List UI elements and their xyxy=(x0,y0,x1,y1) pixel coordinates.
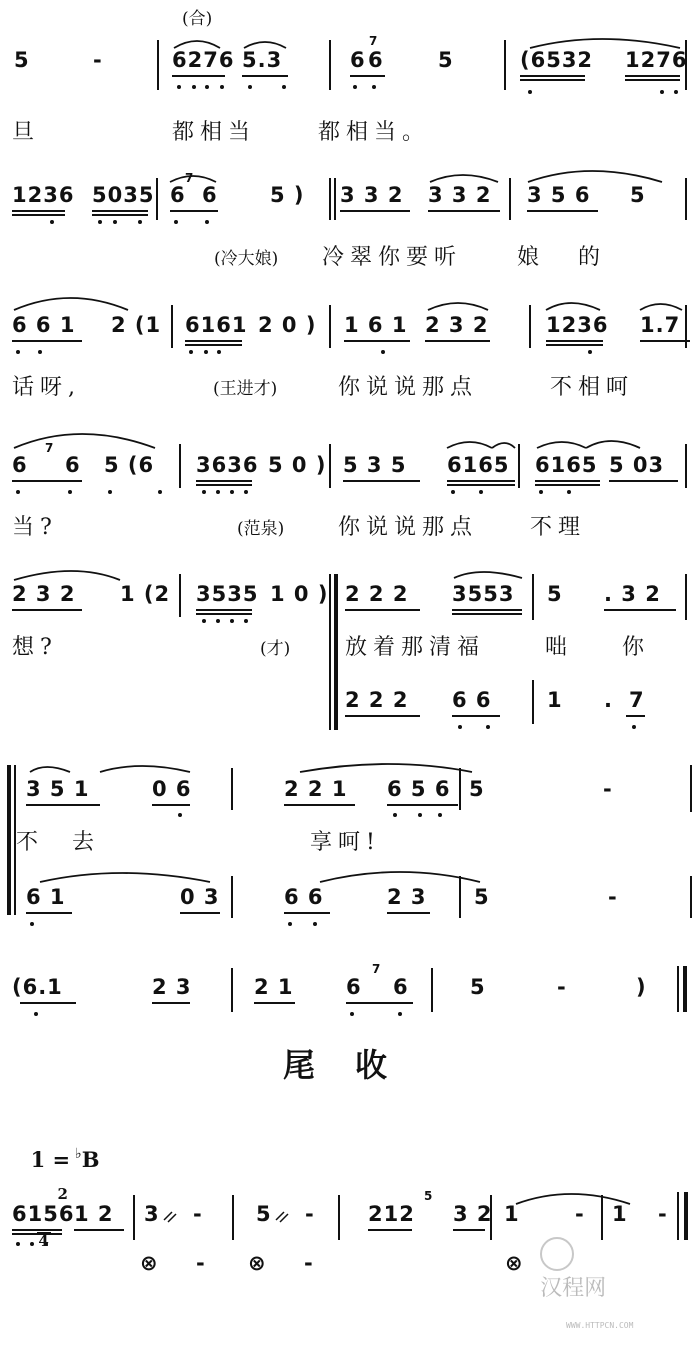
note-group: 5 xyxy=(438,48,454,72)
note-group: 3 2 xyxy=(453,1202,493,1226)
note-group: 6161 xyxy=(185,313,248,337)
note-group: 2 3 xyxy=(387,885,427,909)
note-group: 0 3 xyxy=(180,885,220,909)
note-group: 5.3 xyxy=(242,48,283,72)
note-group: 2 1 xyxy=(254,975,294,999)
note-group: . 3 2 xyxy=(604,582,661,606)
note-group: 6 5 6 xyxy=(387,777,451,801)
note-group: 5 xyxy=(470,975,486,999)
note-group: 5 ) xyxy=(270,183,305,207)
lyric-text: 你说说那点 xyxy=(338,375,479,400)
lyric-text: 都相当 xyxy=(172,120,257,145)
note-group: 1 xyxy=(612,1202,628,1226)
note-group: 5 xyxy=(256,1202,272,1226)
note-group: 5 3 5 xyxy=(343,453,407,477)
note-group: 1 2 xyxy=(74,1202,114,1226)
note-group: 6165 xyxy=(535,453,598,477)
watermark-url: WWW.HTTPCN.COM xyxy=(566,1321,634,1330)
note-group: 3 5 6 xyxy=(527,183,591,207)
note-group: 1 6 1 xyxy=(344,313,408,337)
note-group: ⊗ xyxy=(140,1251,159,1275)
note-group: 3 3 2 xyxy=(428,183,492,207)
note-group: 1 0 ) xyxy=(270,582,329,606)
note-group: 2 2 2 xyxy=(345,688,409,712)
role-label: (范泉) xyxy=(237,519,285,539)
time-signature xyxy=(37,1172,68,1279)
note-group: (6.1 xyxy=(12,975,63,999)
note-group: 2 (1 xyxy=(111,313,162,337)
grace-note: 7 xyxy=(372,962,381,976)
lyric-text: 想? xyxy=(12,635,58,660)
note-group: 1.7 xyxy=(640,313,681,337)
note-group: 6165 xyxy=(447,453,510,477)
note-group: 6 6 xyxy=(452,688,492,712)
note-group: 0 6 xyxy=(152,777,192,801)
lyric-text: 都相当。 xyxy=(318,120,431,145)
role-label: (才) xyxy=(260,639,291,659)
note-group: 5 xyxy=(630,183,646,207)
note-group: 5 xyxy=(474,885,490,909)
lyric-text: 不 xyxy=(16,830,45,855)
lyric-text: 当? xyxy=(12,515,58,540)
note-group: 7 xyxy=(629,688,645,712)
note-group: 5 xyxy=(469,777,485,801)
note-group: 5035 xyxy=(92,183,155,207)
lyric-text: 不相呵 xyxy=(550,375,635,400)
note-group: 2 2 2 xyxy=(345,582,409,606)
note-group: 2 0 ) xyxy=(258,313,317,337)
note-group: 1 xyxy=(504,1202,520,1226)
note-group: 2 3 xyxy=(152,975,192,999)
role-label: (王进才) xyxy=(213,379,278,399)
note-group: 5 xyxy=(547,582,563,606)
note-group: 5 0 ) xyxy=(268,453,327,477)
lyric-text: 放着那清福 xyxy=(345,635,486,660)
note-group: 3 3 2 xyxy=(340,183,404,207)
grace-note: 7 xyxy=(369,34,378,48)
note-group: 3 xyxy=(144,1202,160,1226)
note-group: 6 xyxy=(12,453,28,477)
watermark xyxy=(530,1218,633,1349)
note-group: 5 xyxy=(14,48,30,72)
note-group: . xyxy=(604,688,613,712)
lyric-text: 旦 xyxy=(12,120,41,145)
note-group: 1 (2 xyxy=(120,582,171,606)
lyric-text: 咄 xyxy=(545,635,574,660)
role-label: (冷大娘) xyxy=(214,249,279,269)
note-group: 6 xyxy=(65,453,81,477)
note-group: 6 6 1 xyxy=(12,313,76,337)
note-group: - xyxy=(603,777,613,801)
note-group: 212 xyxy=(368,1202,415,1226)
note-group: - xyxy=(658,1202,668,1226)
note-group: 2 3 2 xyxy=(425,313,489,337)
note-group: 2 3 2 xyxy=(12,582,76,606)
lyric-text: 你说说那点 xyxy=(338,515,479,540)
lyric-text: 冷翠你要听 xyxy=(322,245,463,270)
note-group: 6 xyxy=(368,48,384,72)
note-group: 1 xyxy=(547,688,563,712)
note-group: - xyxy=(93,48,103,72)
note-group: - xyxy=(608,885,618,909)
note-group: 6 xyxy=(202,183,218,207)
watermark-logo-icon xyxy=(540,1237,574,1271)
note-group: 6 xyxy=(346,975,362,999)
note-group: 6 xyxy=(350,48,366,72)
note-group: 3636 xyxy=(196,453,259,477)
note-group: 6276 xyxy=(172,48,235,72)
note-group: 1236 xyxy=(546,313,609,337)
grace-note: 7 xyxy=(185,171,194,185)
lyric-text: 享呵! xyxy=(310,830,381,855)
note-group: ⊗ xyxy=(505,1251,524,1275)
note-group: 6 xyxy=(170,183,186,207)
note-group: 3553 xyxy=(452,582,515,606)
lyric-text: 话呀, xyxy=(12,375,81,400)
note-group: 3535 xyxy=(196,582,259,606)
section-title: 尾收 xyxy=(283,1046,428,1084)
lyric-text: 娘 xyxy=(517,245,546,270)
key-note: B xyxy=(81,1147,100,1172)
lyric-text: 去 xyxy=(72,830,101,855)
lyric-text: 的 xyxy=(578,245,607,270)
note-group: - xyxy=(305,1202,315,1226)
note-group: ) xyxy=(636,975,647,999)
grace-note: 7 xyxy=(45,441,54,455)
watermark-text: 汉程网 xyxy=(540,1276,607,1301)
note-group: 1276 xyxy=(625,48,688,72)
note-group: 1236 xyxy=(12,183,75,207)
time-denominator: 4 xyxy=(38,1232,49,1250)
note-group: ⊗ xyxy=(248,1251,267,1275)
note-group: - xyxy=(196,1251,206,1275)
note-group: - xyxy=(193,1202,203,1226)
note-group: 5 (6 xyxy=(104,453,155,477)
note-group: - xyxy=(575,1202,585,1226)
grace-note: 5 xyxy=(424,1189,433,1203)
key-signature xyxy=(16,1122,100,1279)
key-one: 1 = xyxy=(30,1147,71,1172)
note-group: - xyxy=(304,1251,314,1275)
time-numerator: 2 xyxy=(57,1185,68,1203)
note-group: 2 2 1 xyxy=(284,777,348,801)
note-group: (6532 xyxy=(520,48,594,72)
note-group: 5 03 xyxy=(609,453,665,477)
note-group: 6 6 xyxy=(284,885,324,909)
note-group: 3 5 1 xyxy=(26,777,90,801)
note-group: 6 1 xyxy=(26,885,66,909)
lyric-text: 不理 xyxy=(530,515,587,540)
note-group: 6156 xyxy=(12,1202,75,1226)
flat-sign: ♭ xyxy=(75,1146,82,1162)
note-group: - xyxy=(557,975,567,999)
lyric-text: 你 xyxy=(622,635,651,660)
role-label: (合) xyxy=(182,9,213,29)
note-group: 6 xyxy=(393,975,409,999)
